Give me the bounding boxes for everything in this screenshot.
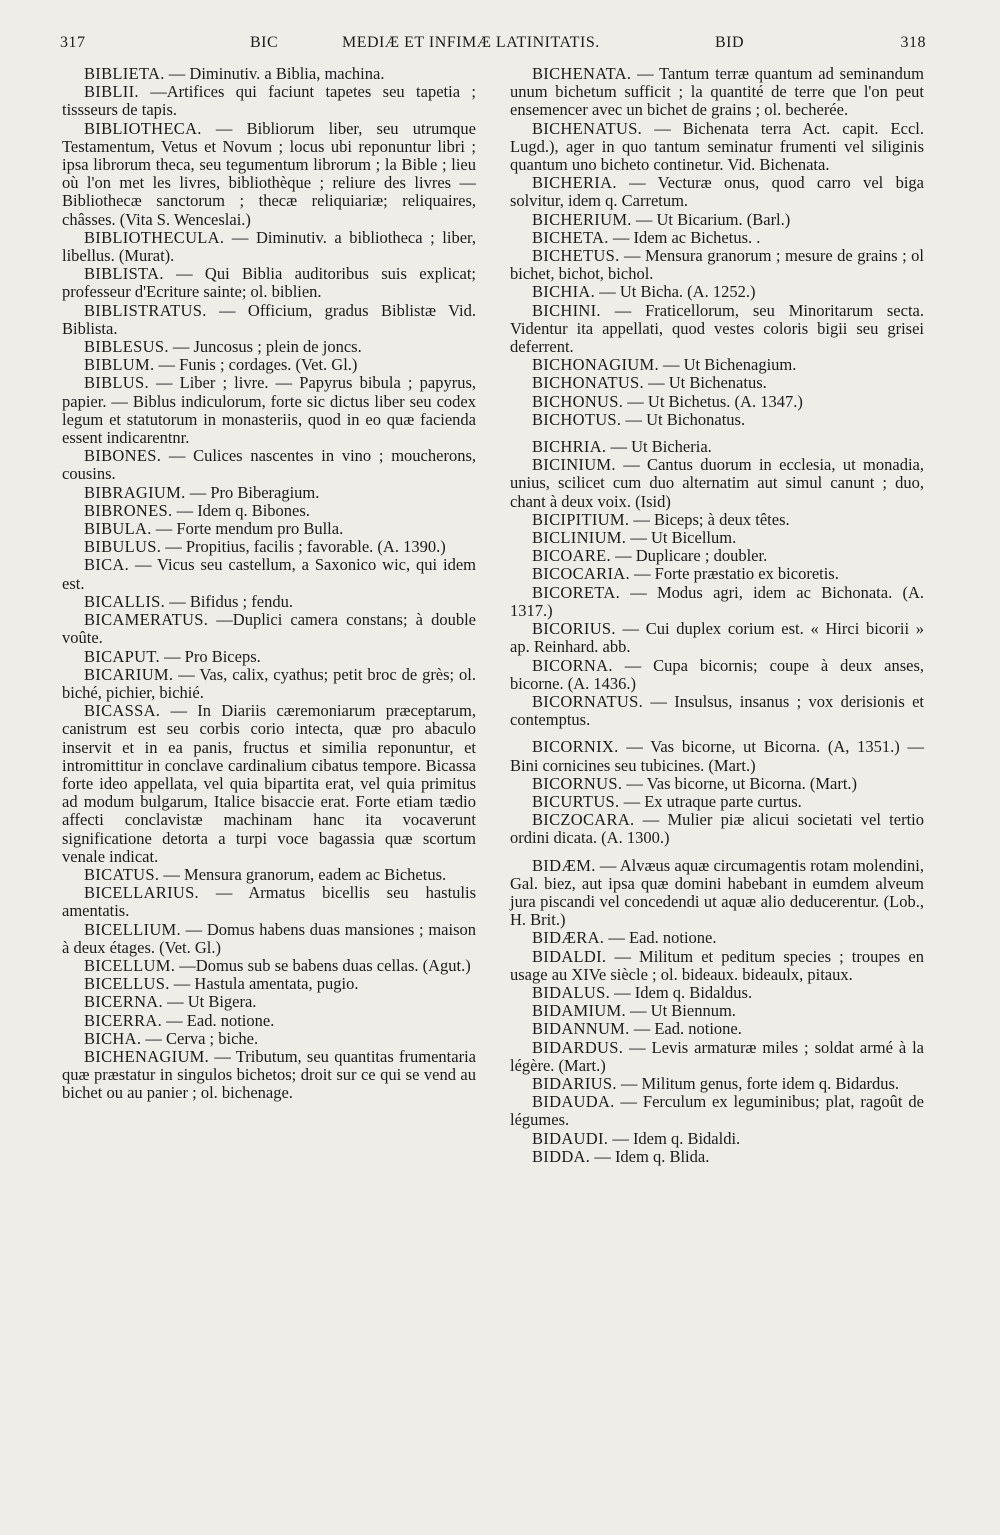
entry-headword: BIDDA.	[532, 1146, 591, 1166]
entry-headword: BIBRONES.	[84, 500, 173, 520]
guide-word-right: BID	[715, 34, 745, 51]
entry-headword: BICHENAGIUM.	[84, 1046, 210, 1066]
entry-definition: — Vas, calix, cyathus; petit broc de grès; ol. biché, pichier, bichié.	[62, 664, 476, 702]
entry-headword: BICHERIUM.	[532, 209, 632, 229]
entry-headword: BICURTUS.	[532, 791, 620, 811]
entry-definition: — Vas bicorne, ut Bicorna. (A, 1351.) — Bini cornicines seu tubicines. (Mart.)	[510, 737, 924, 775]
dictionary-entry	[510, 1130, 924, 1148]
dictionary-entry	[62, 593, 476, 611]
entry-headword: BICAMERATUS.	[84, 610, 209, 630]
entry-headword: BIDALUS.	[532, 982, 611, 1002]
entry-definition: — Mensura granorum ; mesure de grains ; ol bichet, bichot, bichol.	[510, 246, 924, 284]
dictionary-entry	[62, 120, 476, 229]
entry-definition: — Culices nascentes in vino ; moucherons, cousins.	[62, 446, 476, 484]
dictionary-entry	[510, 1020, 924, 1038]
entry-headword: BICOARE.	[532, 546, 611, 566]
dictionary-entry	[62, 666, 476, 702]
entry-definition: — Forte præstatio ex bicoretis.	[629, 564, 839, 584]
entry-definition: — Ut Bicarium. (Barl.)	[631, 209, 791, 229]
entry-headword: BICINIUM.	[532, 455, 616, 475]
entry-definition: — Modus agri, idem ac Bichonata. (A. 1317.)	[510, 582, 924, 620]
dictionary-entry	[62, 520, 476, 538]
dictionary-entry	[510, 1148, 924, 1166]
entry-definition: — Idem q. Bidaldi.	[608, 1128, 741, 1148]
entry-definition: — Ut Bichonatus.	[621, 409, 746, 429]
entry-headword: BIBULUS.	[84, 537, 162, 557]
entry-definition: — Armatus bicellis seu hastulis amentatis.	[62, 883, 476, 921]
entry-headword: BICORIUS.	[532, 619, 616, 639]
entry-headword: BIBLII.	[84, 82, 139, 102]
dictionary-entry	[510, 1002, 924, 1020]
running-title: MEDIÆ ET INFIMÆ LATINITATIS.	[342, 34, 600, 51]
entry-headword: BIDANNUM.	[532, 1019, 630, 1039]
entry-headword: BICA.	[84, 555, 130, 575]
entry-definition: — Pro Biceps.	[159, 646, 261, 666]
dictionary-entry	[62, 611, 476, 647]
entry-headword: BICHINI.	[532, 300, 601, 320]
guide-word-left: BIC	[250, 34, 279, 51]
entry-definition: — Ead. notione.	[162, 1010, 275, 1030]
entry-definition: — Qui Biblia auditoribus suis explicat; professeur d'Ecriture sainte; ol. biblien.	[62, 264, 476, 302]
entry-headword: BIDÆM.	[532, 855, 596, 875]
entry-definition: — Ead. notione.	[604, 928, 717, 948]
entry-definition: — Ut Bichetus. (A. 1347.)	[623, 391, 803, 411]
entry-headword: BIDAUDI.	[532, 1128, 609, 1148]
entry-definition: — Ead. notione.	[629, 1019, 742, 1039]
entry-definition: — Ut Bigera.	[162, 992, 257, 1012]
entry-definition: — Pro Biberagium.	[185, 482, 320, 502]
entry-headword: BICALLIS.	[84, 591, 166, 611]
dictionary-entry	[62, 447, 476, 483]
entry-definition: —Artifices qui faciunt tapetes seu tapetia ; tissseurs de tapis.	[62, 82, 476, 120]
dictionary-entry	[62, 356, 476, 374]
entry-headword: BICELLARIUS.	[84, 883, 199, 903]
dictionary-entry	[510, 584, 924, 620]
entry-headword: BICAPUT.	[84, 646, 160, 666]
entry-definition: — Cerva ; biche.	[141, 1028, 259, 1048]
entry-definition: — Cantus duorum in ecclesia, ut monadia, unius, scilicet cum duo alternatim aut simul canunt ; duo, chant à deux voix. (Isid)	[510, 455, 924, 511]
dictionary-entry	[510, 547, 924, 565]
dictionary-entry	[510, 211, 924, 229]
dictionary-entry	[62, 65, 476, 83]
entry-headword: BICORNATUS.	[532, 691, 644, 711]
entry-headword: BIDAUDA.	[532, 1092, 615, 1112]
dictionary-entry	[510, 283, 924, 301]
dictionary-entry	[62, 957, 476, 975]
running-header	[60, 34, 926, 58]
entry-definition: — Tributum, seu quantitas frumentaria quæ præstatur in singulos bichetos; droit sur ce qui se vend au bichet ou au panier ; ol. bichenage.	[62, 1046, 476, 1103]
entry-definition: — Idem ac Bichetus. .	[608, 227, 761, 247]
entry-definition: — Funis ; cordages. (Vet. Gl.)	[154, 355, 358, 375]
dictionary-entry	[510, 1093, 924, 1129]
left-column	[62, 65, 476, 1103]
entry-definition: — Liber ; livre. — Papyrus bibula ; papyrus, papier. — Biblus indiculorum, forte sic dictus liber seu codex legum et statutorum in monasteriis, quod in eo quæ facienda essent indicarentnr.	[62, 373, 476, 448]
dictionary-entry	[510, 247, 924, 283]
entry-definition: — Biceps; à deux têtes.	[629, 509, 790, 529]
dictionary-entry	[510, 374, 924, 392]
entry-headword: BICHETA.	[532, 227, 609, 247]
entry-headword: BICHA.	[84, 1028, 142, 1048]
dictionary-entry	[62, 866, 476, 884]
entry-definition: — Bibliorum liber, seu utrumque Testamentum, Vetus et Novum ; locus ubi reponuntur libri ; ipsa librorum theca, seu tegumentum librorum ; la Bible ; lieu où l'on met les livres, bibliothèque ; reliure des livres — Bibliothecæ sanctorum ; thecæ reliquiariæ; reliquaires, châsses. (Vita S. Wenceslai.)	[62, 118, 476, 229]
dictionary-entry	[510, 775, 924, 793]
entry-definition: — Ut Bicha. (A. 1252.)	[595, 282, 756, 302]
entry-definition: — Alvæus aquæ circumagentis rotam molendini, Gal. biez, aut ipsa quæ domini habebant in eumdem alveum jura piscandi vel concedendi ut aquæ alio deducerentur. (Lob., H. Brit.)	[510, 855, 924, 930]
dictionary-entry	[510, 456, 924, 511]
dictionary-entry	[510, 529, 924, 547]
entry-definition: — Fraticellorum, seu Minoritarum secta. Videntur ita appellati, quod vestes coloris bigii seu grisei deferrent.	[510, 300, 924, 357]
dictionary-entry	[510, 948, 924, 984]
entry-definition: — Vas bicorne, ut Bicorna. (Mart.)	[622, 773, 858, 793]
entry-headword: BICLINIUM.	[532, 528, 627, 548]
dictionary-entry	[62, 538, 476, 556]
entry-definition: — Insulsus, insanus ; vox derisionis et contemptus.	[510, 691, 924, 730]
entry-definition: — Levis armaturæ miles ; soldat armé à la légère. (Mart.)	[510, 1037, 924, 1075]
entry-definition: — Bichenata terra Act. capit. Eccl. Lugd.), ager in quo tantum seminatur frumenti vel siliginis quantum uno bicheto continetur. Vid. Bichenata.	[510, 118, 924, 175]
entry-headword: BICHIA.	[532, 282, 596, 302]
dictionary-entry	[510, 738, 924, 774]
entry-headword: BICHONAGIUM.	[532, 355, 659, 375]
entry-headword: BIDARDUS.	[532, 1037, 624, 1057]
entry-headword: BICHETUS.	[532, 246, 620, 266]
dictionary-entry	[510, 929, 924, 947]
dictionary-entry	[510, 811, 924, 847]
entry-headword: BICHOTUS.	[532, 409, 622, 429]
dictionary-entry	[510, 657, 924, 693]
dictionary-entry	[62, 338, 476, 356]
entry-headword: BICOCARIA.	[532, 564, 630, 584]
entry-headword: BICORETA.	[532, 582, 621, 602]
entry-definition: — Forte mendum pro Bulla.	[151, 519, 344, 539]
entry-headword: BICHENATUS.	[532, 118, 643, 138]
entry-definition: — Diminutiv. a bibliotheca ; liber, libellus. (Murat).	[62, 227, 476, 266]
entry-definition: — Cui duplex corium est. « Hirci bicorii » ap. Reinhard. abb.	[510, 619, 924, 657]
dictionary-entry	[62, 921, 476, 957]
entry-headword: BIBLUS.	[84, 373, 149, 393]
dictionary-entry	[510, 393, 924, 411]
dictionary-entry	[510, 793, 924, 811]
dictionary-entry	[510, 1075, 924, 1093]
dictionary-entry	[510, 302, 924, 357]
dictionary-entry	[510, 620, 924, 656]
entry-definition: — Diminutiv. a Biblia, machina.	[164, 64, 385, 83]
dictionary-entry	[510, 693, 924, 729]
entry-headword: BICELLIUM.	[84, 919, 181, 939]
entry-definition: —Domus sub se babens duas cellas. (Agut.)	[175, 955, 471, 975]
entry-definition: — Propitius, facilis ; favorable. (A. 1390.)	[161, 537, 446, 557]
entry-headword: BIBLUM.	[84, 355, 155, 375]
entry-headword: BIBONES.	[84, 446, 162, 466]
entry-headword: BICORNIX.	[532, 737, 619, 757]
entry-definition: — Juncosus ; plein de joncs.	[168, 337, 362, 357]
entry-definition: — Idem q. Blida.	[590, 1146, 710, 1166]
entry-definition: — Ferculum ex leguminibus; plat, ragoût de légumes.	[510, 1092, 924, 1130]
entry-definition: — Ut Bichenagium.	[658, 355, 797, 375]
entry-headword: BICORNA.	[532, 655, 613, 675]
entry-definition: — Ut Bicheria.	[606, 437, 712, 457]
dictionary-entry	[62, 302, 476, 338]
entry-headword: BICASSA.	[84, 701, 161, 721]
entry-definition: — Militum genus, forte idem q. Bidardus.	[616, 1073, 900, 1093]
entry-headword: BICZOCARA.	[532, 810, 635, 830]
entry-headword: BICHONATUS.	[532, 373, 644, 393]
dictionary-entry	[62, 702, 476, 866]
page-number-right: 318	[900, 34, 926, 51]
entry-definition: — Officium, gradus Biblistæ Vid. Biblista.	[62, 300, 476, 338]
entry-headword: BICELLUS.	[84, 974, 170, 994]
entry-definition: — Bifidus ; fendu.	[165, 591, 293, 611]
dictionary-entry	[510, 65, 924, 120]
dictionary-entry	[62, 884, 476, 920]
entry-definition: — Idem q. Bibones.	[172, 500, 310, 520]
entry-definition: — Ex utraque parte curtus.	[619, 791, 802, 811]
dictionary-entry	[510, 411, 924, 429]
dictionary-entry	[62, 975, 476, 993]
entry-headword: BIBLIOTHECA.	[84, 118, 202, 138]
entry-headword: BICHENATA.	[532, 64, 632, 83]
entry-headword: BICATUS.	[84, 864, 160, 884]
entry-headword: BICARIUM.	[84, 664, 174, 684]
entry-definition: — In Diariis cæremoniarum præceptarum, canistrum est seu corbis corio intecta, quæ pro abaculo inservit et in ea panis, fructus et similia reponuntur, et intromittitur in conclave cardinalium cibatus tempore. Bicassa forte ideo appellata, vel quia bipartita erat, vel quia primitus ad modum bulgarum, Italice bisaccie erat. Forte etiam tædio affecti conclavistæ machinam hanc ita vocaverunt significatione detorta a turpi voce bagassia quæ scortum venale indicat.	[62, 701, 476, 866]
entry-headword: BICHRIA.	[532, 437, 607, 457]
dictionary-entry	[510, 174, 924, 210]
entry-headword: BIBLISTRATUS.	[84, 300, 207, 320]
entry-definition: — Vicus seu castellum, a Saxonico wic, qui idem est.	[62, 555, 476, 593]
right-column	[510, 65, 924, 1166]
entry-definition: — Hastula amentata, pugio.	[169, 974, 359, 994]
entry-definition: —Duplici camera constans; à double voûte.	[62, 610, 476, 648]
dictionary-entry	[510, 857, 924, 930]
entry-headword: BIDAMIUM.	[532, 1001, 626, 1021]
dictionary-entry	[510, 438, 924, 456]
entry-headword: BICERRA.	[84, 1010, 163, 1030]
entry-definition: — Duplicare ; doubler.	[610, 546, 768, 566]
entry-definition: — Vecturæ onus, quod carro vel biga solvitur, idem q. Carretum.	[510, 173, 924, 211]
entry-headword: BICERNA.	[84, 992, 163, 1012]
entry-definition: — Idem q. Bidaldus.	[610, 982, 753, 1002]
entry-headword: BICHONUS.	[532, 391, 624, 411]
entry-headword: BIBRAGIUM.	[84, 482, 186, 502]
entry-headword: BICORNUS.	[532, 773, 623, 793]
entry-definition: — Ut Bichenatus.	[643, 373, 767, 393]
entry-headword: BIDÆRA.	[532, 928, 605, 948]
dictionary-entry	[510, 565, 924, 583]
page-number-left: 317	[60, 34, 86, 51]
entry-headword: BIDALDI.	[532, 946, 607, 966]
entry-definition: — Cupa bicornis; coupe à deux anses, bicorne. (A. 1436.)	[510, 655, 924, 693]
dictionary-entry	[510, 120, 924, 175]
dictionary-entry	[510, 356, 924, 374]
entry-definition: — Militum et peditum species ; troupes en usage au XIVe siècle ; ol. bideaux. bideaulx, pitaux.	[510, 946, 924, 984]
dictionary-entry	[62, 556, 476, 592]
entry-headword: BIBLIETA.	[84, 64, 165, 83]
entry-definition: — Ut Biennum.	[625, 1001, 736, 1021]
entry-headword: BICELLUM.	[84, 955, 176, 975]
entry-headword: BIDARIUS.	[532, 1073, 617, 1093]
entry-headword: BIBLIOTHECULA.	[84, 227, 225, 247]
dictionary-entry	[510, 511, 924, 529]
entry-headword: BIBULA.	[84, 519, 152, 539]
entry-definition: — Mensura granorum, eadem ac Bichetus.	[159, 864, 447, 884]
entry-definition: — Ut Bicellum.	[626, 528, 737, 548]
entry-headword: BIBLESUS.	[84, 337, 169, 357]
dictionary-entry	[62, 1048, 476, 1103]
dictionary-entry	[62, 229, 476, 265]
dictionary-entry	[510, 229, 924, 247]
entry-headword: BICIPITIUM.	[532, 509, 630, 529]
entry-headword: BIBLISTA.	[84, 264, 164, 284]
dictionary-entry	[62, 502, 476, 520]
dictionary-entry	[510, 984, 924, 1002]
entry-definition: — Domus habens duas mansiones ; maison à deux étages. (Vet. Gl.)	[62, 919, 476, 957]
dictionary-entry	[62, 1030, 476, 1048]
entry-definition: — Tantum terræ quantum ad seminandum unum bichetum sufficit ; la quantité de terre que l'on peut ensemencer avec un bichet de grains ; ol. becherée.	[510, 64, 924, 120]
dictionary-entry	[62, 265, 476, 301]
dictionary-entry	[62, 374, 476, 447]
dictionary-entry	[62, 83, 476, 119]
entry-definition: — Mulier piæ alicui societati vel tertio ordini dicata. (A. 1300.)	[510, 810, 924, 848]
entry-headword: BICHERIA.	[532, 173, 617, 193]
dictionary-entry	[62, 1012, 476, 1030]
dictionary-entry	[62, 993, 476, 1011]
dictionary-entry	[510, 1039, 924, 1075]
dictionary-entry	[62, 484, 476, 502]
dictionary-entry	[62, 648, 476, 666]
